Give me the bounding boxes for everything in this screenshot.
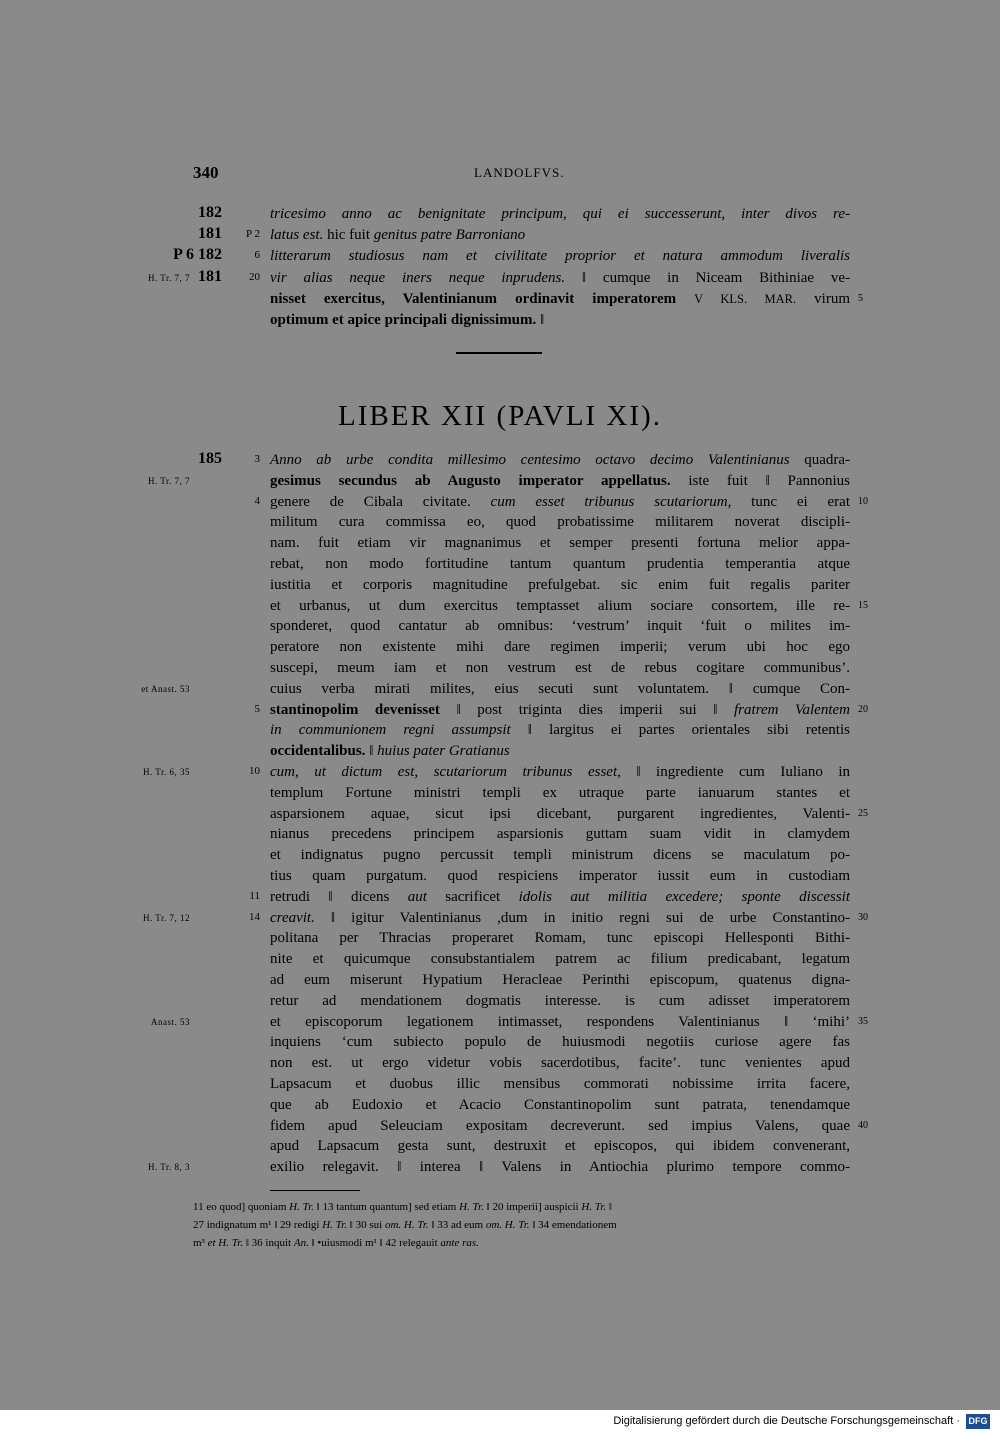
line-count-number: 30 <box>858 911 868 923</box>
line-text: litterarum studiosus nam et civilitate proprior et natura ammodum liveralis <box>270 248 850 265</box>
footer-bar <box>0 1410 1000 1434</box>
dfg-logo: DFG <box>966 1414 990 1429</box>
line-text: nite et quicumque consubstantialem patrem ac filium predicabant, legatum <box>270 951 850 968</box>
line-text: nisset exercitus, Valentinianum ordinavit imperatorem V KLS. MAR. virum <box>270 290 850 307</box>
line-text: latus est. hic fuit genitus patre Barroniano <box>270 227 526 244</box>
line-text: fidem apud Seleuciam expositam decreverunt. sed impius Valens, quae <box>270 1117 850 1134</box>
margin-source-ref: H. Tr. 7, 12 <box>142 912 190 923</box>
line-count-number: 35 <box>858 1015 868 1027</box>
text-line <box>0 289 1000 310</box>
line-text: non est. ut ergo videtur vobis sacerdotibus, facite’. tunc venientes apud <box>270 1055 850 1072</box>
text-line <box>0 512 1000 533</box>
text-line <box>0 246 1000 267</box>
line-text: creavit. ‖ igitur Valentinianus ,dum in initio regni sui de urbe Constantino- <box>270 909 850 926</box>
line-count-number: 25 <box>858 807 868 819</box>
line-text: sponderet, quod cantatur ab omnibus: ‘vestrum’ inquit ‘fuit o milites im- <box>270 618 850 635</box>
text-line <box>0 204 1000 225</box>
source-line-number: 6 <box>254 249 260 262</box>
line-text: retur ad mendationem dogmatis interesse. is cum adisset imperatorem <box>270 992 850 1009</box>
source-line-number: P 2 <box>246 228 260 241</box>
line-count-number: 40 <box>858 1119 868 1131</box>
margin-source-ref: H. Tr. 8, 3 <box>147 1162 190 1173</box>
line-text: rebat, non modo fortitudine tantum quantum prudentia temperantia atque <box>270 556 850 572</box>
line-text: Lapsacum et duobus illic mensibus commorati nobissime irrita facere, <box>270 1076 850 1092</box>
source-line-number: 4 <box>254 494 260 507</box>
text-line <box>0 824 1000 845</box>
line-text: stantinopolim devenisset ‖ post triginta dies imperii sui ‖ fratrem Valentem <box>270 701 850 718</box>
line-text: peratore non existente mihi dare regimen imperii; verum ubi hoc ego <box>270 639 850 656</box>
text-line <box>0 225 1000 246</box>
text-line <box>0 450 1000 471</box>
text-line <box>0 1032 1000 1053</box>
text-line <box>0 1074 1000 1095</box>
text-line <box>0 928 1000 949</box>
line-text: exilio relegavit. ‖ interea ‖ Valens in Antiochia plurimo tempore commo- <box>270 1159 850 1176</box>
text-line <box>0 741 1000 762</box>
line-text: occidentalibus. ‖ huius pater Gratianus <box>270 743 510 760</box>
text-line <box>0 970 1000 991</box>
text-line <box>0 762 1000 783</box>
line-text: Anno ab urbe condita millesimo centesimo octavo decimo Valentinianus quadra- <box>270 452 850 468</box>
text-line <box>0 492 1000 513</box>
source-line-number: 14 <box>249 910 260 923</box>
line-count-number: 20 <box>858 703 868 715</box>
text-line <box>0 1116 1000 1137</box>
line-text: asparsionem aquae, sicut ipsi dicebant, purgarent ingredientes, Valenti- <box>270 805 850 822</box>
running-head: LANDOLFVS. <box>474 165 565 180</box>
line-count-number: 15 <box>858 599 868 611</box>
line-text: politana per Thracias properaret Romam, tunc episcopi Hellesponti Bithi- <box>270 930 850 947</box>
text-line <box>0 700 1000 721</box>
line-text: et episcoporum legationem intimasset, respondens Valentinianus ‖ ‘mihi’ <box>270 1013 850 1030</box>
line-text: cuius verba mirati milites, eius secuti sunt voluntatem. ‖ cumque Con- <box>270 680 850 697</box>
line-count-number: 5 <box>858 292 863 304</box>
text-line <box>0 679 1000 700</box>
line-text: tius quam purgatum. quod respiciens imperator iussit eum in custodiam <box>270 868 850 884</box>
line-text: in communionem regni assumpsit ‖ largitus ei partes orientales sibi retentis <box>270 722 850 739</box>
line-text: iustitia et corporis magnitudine prefulgebat. sic enim fuit regalis pariter <box>270 576 850 593</box>
text-line <box>0 471 1000 492</box>
text-line <box>0 616 1000 637</box>
text-line <box>0 268 1000 289</box>
source-line-number: 20 <box>249 270 260 283</box>
source-line-number: 11 <box>249 889 260 902</box>
footnote-line: 27 indignatum m¹ ‖ 29 redigi H. Tr. ‖ 30 sui om. H. Tr. ‖ 33 ad eum om. H. Tr. ‖ 34 emendationem <box>193 1219 617 1231</box>
funding-credit: Digitalisierung gefördert durch die Deutsche Forschungsgemeinschaft · <box>613 1415 960 1427</box>
margin-reference-number: P 6 182 <box>173 246 222 264</box>
text-line <box>0 866 1000 887</box>
text-line <box>0 804 1000 825</box>
line-text: inquiens ‘cum subiecto populo de huiusmodi negotiis curiose agere fas <box>270 1034 850 1051</box>
line-text: et urbanus, ut dum exercitus temptasset alium sociare consortem, ille re- <box>270 597 850 614</box>
line-text: cum, ut dictum est, scutariorum tribunus esset, ‖ ingrediente cum Iuliano in <box>270 764 850 780</box>
line-text: nianus precedens principem asparsionis guttam suam vidit in clamydem <box>270 826 850 843</box>
line-text: apud Lapsacum gesta sunt, destruxit et episcopos, qui ibidem convenerant, <box>270 1138 850 1155</box>
text-line <box>0 554 1000 575</box>
text-line <box>0 533 1000 554</box>
text-line <box>0 575 1000 596</box>
book-title: LIBER XII (PAVLI XI). <box>338 400 662 432</box>
margin-reference-number: 185 <box>198 450 222 467</box>
line-text: genere de Cibala civitate. cum esset tribunus scutariorum, tunc ei erat <box>270 493 850 510</box>
section-divider <box>456 352 542 354</box>
margin-reference-number: 181 <box>198 267 222 285</box>
footnote-rule <box>270 1190 360 1191</box>
text-line <box>0 1053 1000 1074</box>
text-line <box>0 637 1000 658</box>
text-line <box>0 658 1000 679</box>
page-number: 340 <box>193 163 219 182</box>
margin-reference-number: 181 <box>198 225 222 243</box>
margin-source-ref: et Anast. 53 <box>141 683 190 694</box>
source-line-number: 3 <box>254 453 260 465</box>
text-line <box>0 1136 1000 1157</box>
line-text: que ab Eudoxio et Acacio Constantinopolim sunt patrata, tenendamque <box>270 1096 850 1113</box>
line-text: ad eum miserunt Hypatium Heracleae Perinthi episcopum, quatenus digna- <box>270 972 850 988</box>
text-line <box>0 720 1000 741</box>
source-line-number: 5 <box>254 702 260 715</box>
text-line <box>0 949 1000 970</box>
margin-source-ref: H. Tr. 6, 35 <box>142 767 190 777</box>
line-text: templum Fortune ministri templi ex utraque parte ianuarum stantes et <box>270 784 850 801</box>
line-text: suscepi, meum iam et non vestrum est de rebus cogitare communibus’. <box>270 660 850 676</box>
footnote-line: 11 eo quod] quoniam H. Tr. ‖ 13 tantum quantum] sed etiam H. Tr. ‖ 20 imperii] auspicii H. Tr. ‖ <box>193 1201 612 1213</box>
margin-reference-number: 182 <box>198 204 222 221</box>
text-line <box>0 310 1000 331</box>
line-text: tricesimo anno ac benignitate principum, qui ei successerunt, inter divos re- <box>270 206 850 222</box>
text-line <box>0 991 1000 1012</box>
text-line <box>0 1012 1000 1033</box>
line-text: vir alias neque iners neque inprudens. ‖ cumque in Niceam Bithiniae ve- <box>270 269 850 286</box>
page-header <box>0 163 1000 183</box>
line-text: nam. fuit etiam vir magnanimus et semper presenti fortuna melior appa- <box>270 535 850 552</box>
line-count-number: 10 <box>858 495 868 507</box>
line-text: militum cura commissa eo, quod probatissime militarem noverat discipli- <box>270 514 850 531</box>
margin-source-ref: H. Tr. 7, 7 <box>147 475 190 486</box>
footnote-line: m³ et H. Tr. ‖ 36 inquit An. ‖ •uiusmodi m¹ ‖ 42 relegauit ante ras. <box>193 1237 479 1249</box>
line-text: gesimus secundus ab Augusto imperator appellatus. iste fuit ‖ Pannonius <box>270 472 850 489</box>
text-line <box>0 1095 1000 1116</box>
line-text: retrudi ‖ dicens aut sacrificet idolis aut militia excedere; sponte discessit <box>270 888 850 905</box>
line-text: optimum et apice principali dignissimum. ‖ <box>270 312 545 328</box>
text-line <box>0 887 1000 908</box>
source-line-number: 10 <box>249 765 260 777</box>
margin-source-ref: Anast. 53 <box>151 1016 190 1027</box>
text-line <box>0 596 1000 617</box>
text-line <box>0 908 1000 929</box>
text-line <box>0 783 1000 804</box>
margin-source-ref: H. Tr. 7, 7 <box>147 272 190 283</box>
text-line <box>0 1157 1000 1178</box>
line-text: et indignatus pugno percussit templi ministrum dicens se maculatum po- <box>270 847 850 864</box>
text-line <box>0 845 1000 866</box>
